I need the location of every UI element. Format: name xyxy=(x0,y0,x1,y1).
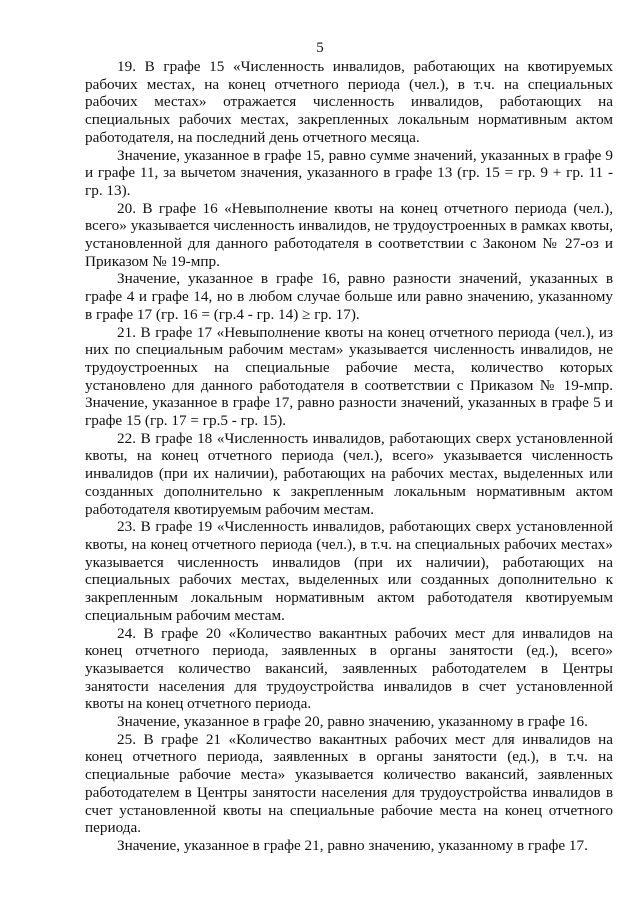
paragraph-20: 20. В графе 16 «Невыполнение квоты на конец отчетного периода (чел.), всего» указывается численность инвалидов, не трудоустроенных в рамках квоты, установленной для данного работодателя в соответствии с Законом № 27-оз и Приказом № 19-мпр. xyxy=(85,199,613,270)
paragraph-20-formula: Значение, указанное в графе 16, равно разности значений, указанных в графе 4 и графе 14, но в любом случае больше или равно значению, указанному в графе 17 (гр. 16 = (гр.4 - гр. 14) ≥ гр. 17). xyxy=(85,270,613,323)
paragraph-21: 21. В графе 17 «Невыполнение квоты на конец отчетного периода (чел.), из них по специальным рабочим местам» указывается численность инвалидов, не трудоустроенных на специальные рабочие места, количество которых установлено для данного работодателя в соответствии с Приказом № 19-мпр. Значение, указанное в графе 17, равно разности значений, указанных в графе 5 и графе 15 (гр. 17 = гр.5 - гр. 15). xyxy=(85,323,613,430)
paragraph-25-formula: Значение, указанное в графе 21, равно значению, указанному в графе 17. xyxy=(117,836,588,854)
paragraph-23: 23. В графе 19 «Численность инвалидов, работающих сверх установленной квоты, на конец отчетного периода (чел.), в т.ч. на специальных рабочих местах» указывается численность инвалидов (при их наличии), работающих на специальных рабочих местах, выделенных или созданных дополнительно к закрепленным локальным нормативным актом работодателя квотируемым специальным рабочим местам. xyxy=(85,518,613,624)
paragraph-19: 19. В графе 15 «Численность инвалидов, работающих на квотируемых рабочих местах, на конец отчетного периода (чел.), в т.ч. на специальных рабочих местах» отражается численность инвалидов, работающих на специальных рабочих местах, закрепленных локальным нормативным актом работодателя, на последний день отчетного месяца. xyxy=(85,58,613,146)
page-number: 5 xyxy=(316,40,324,56)
paragraph-22: 22. В графе 18 «Численность инвалидов, работающих сверх установленной квоты, на конец отчетного периода (чел.), всего» указывается численность инвалидов (при их наличии), работающих на рабочих местах, выделенных или созданных дополнительно к закрепленным локальным нормативным актом работодателя квотируемым рабочим местам. xyxy=(85,429,613,518)
paragraph-24: 24. В графе 20 «Количество вакантных рабочих мест для инвалидов на конец отчетного периода, заявленных в органы занятости (ед.), всего» указывается количество вакансий, заявленных работодателем в Центры занятости населения для трудоустройства инвалидов в счет установленной квоты на конец отчетного периода. xyxy=(85,624,613,713)
paragraph-19-formula: Значение, указанное в графе 15, равно сумме значений, указанных в графе 9 и графе 11, за вычетом значения, указанного в графе 13 (гр. 15 = гр. 9 + гр. 11 - гр. 13). xyxy=(85,146,613,199)
paragraph-25: 25. В графе 21 «Количество вакантных рабочих мест для инвалидов на конец отчетного периода, заявленных в органы занятости (ед.), в т.ч. на специальные рабочие места» указывается количество вакансий, заявленных работодателем в Центры занятости населения для трудоустройства инвалидов в счет установленной квоты на специальные рабочие места на конец отчетного периода. xyxy=(85,730,613,837)
paragraph-24-formula: Значение, указанное в графе 20, равно значению, указанному в графе 16. xyxy=(117,713,588,731)
document-body xyxy=(85,58,613,855)
